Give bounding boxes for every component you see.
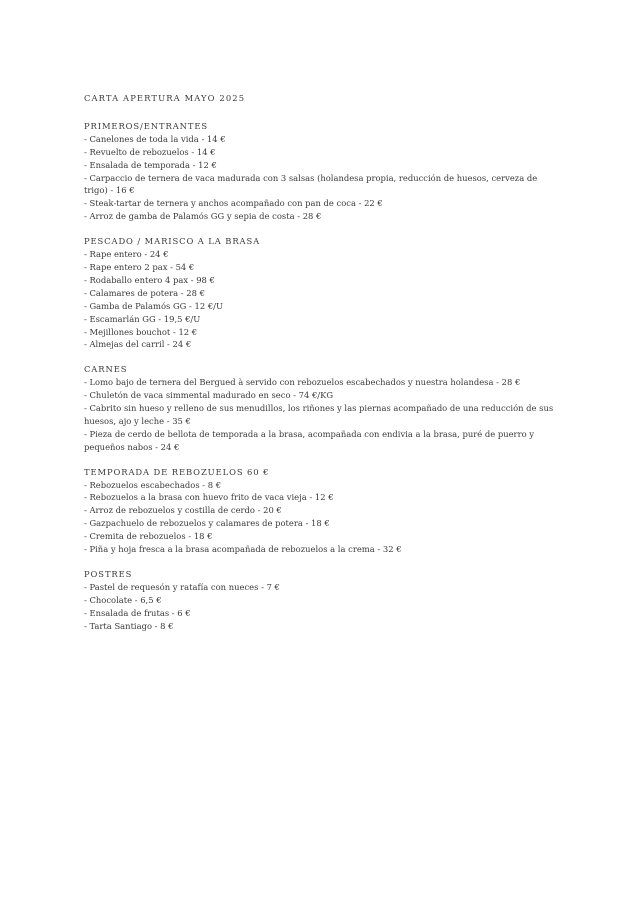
section-title: PRIMEROS/ENTRANTES — [84, 120, 209, 131]
menu-item: - Chocolate - 6,5 € — [84, 594, 162, 605]
menu-title: CARTA APERTURA MAYO 2025 — [84, 93, 246, 103]
menu-item: - Arroz de gamba de Palamós GG y sepia de costa - 28 € — [84, 211, 322, 222]
section-primeros — [84, 120, 554, 223]
menu-item: - Rape entero 2 pax - 54 € — [84, 261, 195, 272]
menu-item: - Canelones de toda la vida - 14 € — [84, 133, 226, 144]
menu-item: - Almejas del carril - 24 € — [84, 339, 192, 350]
section-carnes — [84, 363, 554, 453]
section-rebozuelos — [84, 466, 554, 556]
menu-item: - Escamarlán GG - 19,5 €/U — [84, 313, 201, 324]
section-title: PESCADO / MARISCO A LA BRASA — [84, 236, 261, 247]
menu-item: - Calamares de potera - 28 € — [84, 287, 205, 298]
menu-item: - Tarta Santiago - 8 € — [84, 620, 174, 631]
menu-item: - Ensalada de frutas - 6 € — [84, 607, 191, 618]
menu-item: - Gazpachuelo de rebozuelos y calamares de potera - 18 € — [84, 518, 330, 529]
menu-item: - Pieza de cerdo de bellota de temporada a la brasa, acompañada con endivia a la brasa, puré de puerro y pequeños nabos - 24 € — [84, 428, 535, 452]
menu-item: - Rodaballo entero 4 pax - 98 € — [84, 274, 215, 285]
menu-item: - Rebozuelos a la brasa con huevo frito de vaca vieja - 12 € — [84, 492, 334, 503]
menu-item: - Lomo bajo de ternera del Bergued à servido con rebozuelos escabechados y nuestra holandesa - 28 € — [84, 377, 521, 388]
section-postres — [84, 568, 554, 633]
menu-item: - Revuelto de rebozuelos - 14 € — [84, 146, 216, 157]
menu-item: - Steak-tartar de ternera y anchos acompañado con pan de coca - 22 € — [84, 198, 383, 209]
menu-item: - Carpaccio de ternera de vaca madurada con 3 salsas (holandesa propia, reducción de huesos, cerveza de trigo) - 16 € — [84, 172, 538, 196]
menu-item: - Gamba de Palamós GG - 12 €/U — [84, 300, 224, 311]
menu-item: - Cabrito sin hueso y relleno de sus menudillos, los riñones y las piernas acompañado de una reducción de sus huesos, ajo y leche - 35 € — [84, 403, 554, 426]
section-title: CARNES — [84, 364, 128, 375]
menu-item: - Pastel de requesón y ratafía con nueces - 7 € — [84, 581, 280, 592]
menu-item: - Cremita de rebozuelos - 18 € — [84, 531, 213, 542]
section-title: TEMPORADA DE REBOZUELOS 60 € — [84, 466, 270, 477]
menu-item: - Mejillones bouchot - 12 € — [84, 326, 198, 337]
section-title: POSTRES — [84, 569, 133, 579]
menu-item: - Piña y hoja fresca a la brasa acompañada de rebozuelos a la crema - 32 € — [84, 544, 402, 555]
menu-item: - Rebozuelos escabechados - 8 € — [84, 479, 222, 490]
menu-item: - Chuletón de vaca simmental madurado en seco - 74 €/KG — [84, 390, 334, 401]
menu-document — [84, 92, 554, 645]
menu-item: - Rape entero - 24 € — [84, 249, 169, 260]
menu-item: - Arroz de rebozuelos y costilla de cerdo - 20 € — [84, 505, 282, 516]
section-pescado — [84, 235, 554, 351]
menu-item: - Ensalada de temporada - 12 € — [84, 159, 217, 170]
